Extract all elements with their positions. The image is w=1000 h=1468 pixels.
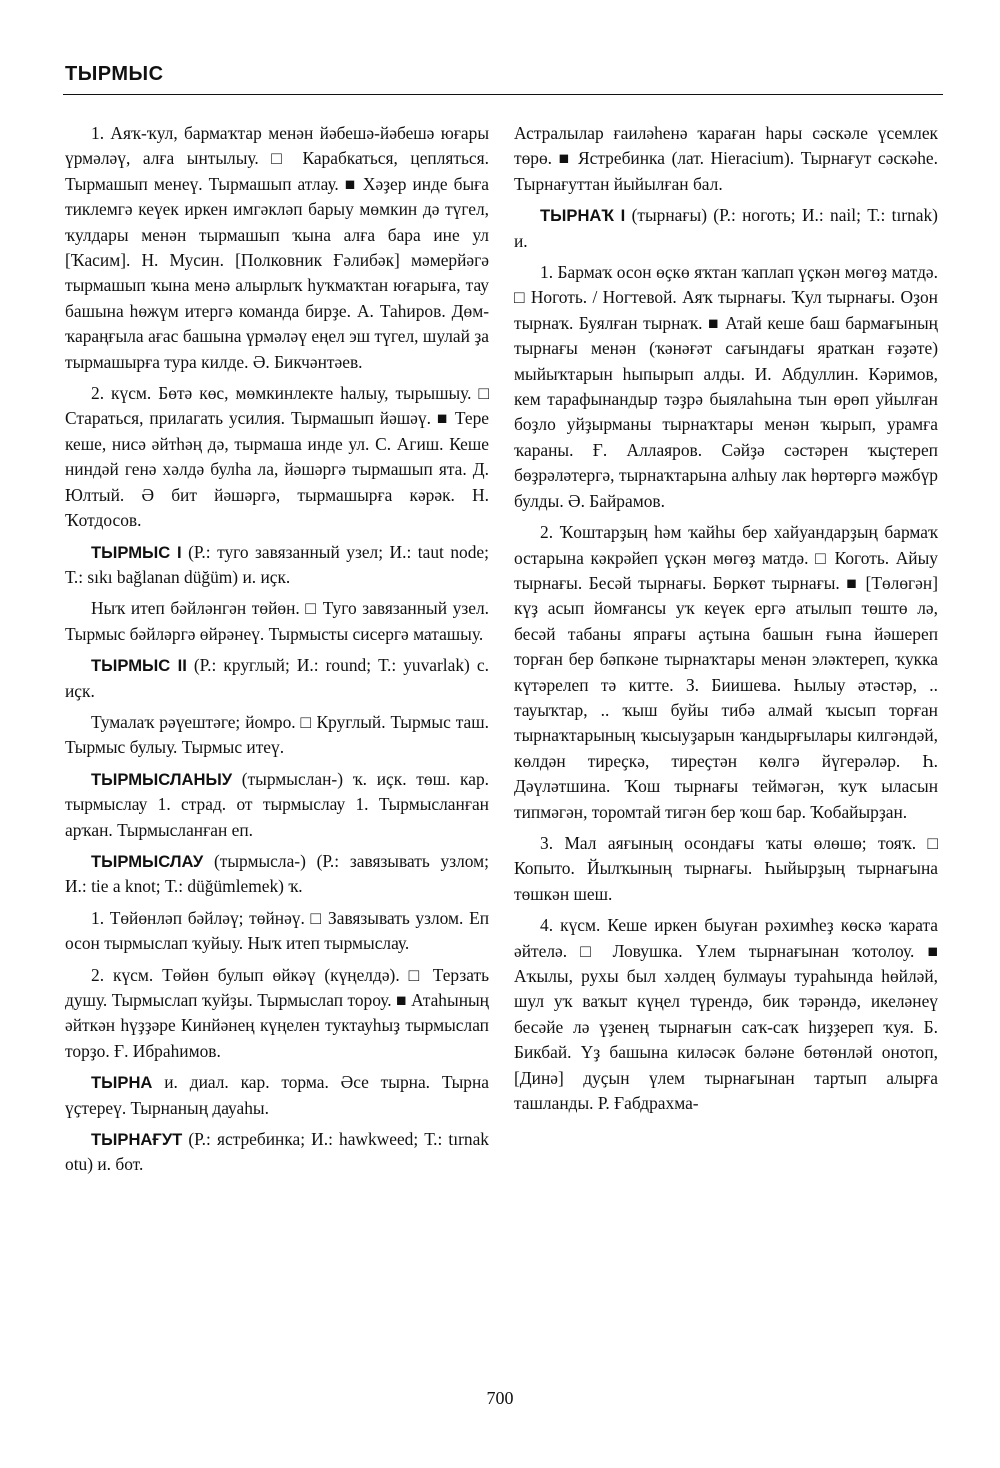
entry-text: (тырмыслан-) ҡ. иҫк. төш. кар. тырмыслау 1. страд. от тырмыслау 1. Тырмысланған арҡан. Тырмысланған еп. [65, 768, 489, 840]
entry-sense [514, 121, 938, 197]
running-head: ТЫРМЫС [65, 63, 164, 85]
entry-text: Ныҡ итеп бәйләнгән төйөн. □ Туго завязанный узел. Тырмыс бәйләргә өйрәнеү. Тырмысты сисергә маташыу. [65, 598, 489, 644]
entry-headword: ТЫРМЫС I [91, 542, 182, 562]
entry-text: 1. Аяҡ-ҡул, бармаҡтар менән йәбешә-йәбешә юғары үрмәләү, алға ынтылыу. □ Карабкаться, цепляться. Тырмашып менеү. Тырмашып атлау. ■ Хәҙер инде быға тиклемгә кеүек иркен имгәкләп барыу мөмкин дә түгел, ҡулдары менән тырмашып ҡына алға бара ине ул [Ҡасим]. Н. Мусин. [Полковник Ғәлибәк] мәмерйәгә тырмашып ҡына менә алырлыҡ һуҡмаҡтан юғарыға, тау башына һөжүм итергә команда бирҙе. А. Таһиров. Дөм-ҡараңғыла ағас башына үрмәләү еңел эш түгел, шулай ҙа тырмашырға тура килде. Ә. Бикчәнтәев. [65, 123, 489, 372]
dictionary-entry [65, 1127, 489, 1178]
left-column [65, 121, 489, 1184]
entry-text: Астралылар ғаиләһенә ҡараған һары сәскәле үсемлек төрө. ■ Ястребинка (лат. Hieracium). Тырнағут сәскәһе. Тырнағуттан йыйылған бал. [514, 123, 938, 194]
dictionary-entry [65, 767, 489, 843]
entry-text: 2. Ҡоштарҙың һәм ҡайһы бер хайуандарҙың бармаҡ остарына кәкрәйеп үҫкән мөгөҙ матдә. □ Коготь. Айыу тырнағы. Бесәй тырнағы. Бөркөт тырнағы. ■ [Төлөгән] күҙ асып йомғансы уҡ кеүек ергә атылып төштө лә, бесәй табаны япрағы аҫтына башын ғына йәшереп торған бер бәпкәне тырнаҡтары менән эләктереп, ҡукка күтәрелеп тә китте. З. Биишева. Һылыу әтәстәр, .. тауыҡтар, .. ҡыш буйы тибә алмай ҡысып торған тырнаҡтарының ҡысыуҙарын ҡандырғылары килгәндәй, көлдән тиреҫкә, тиреҫтән көлгә йүгерәләр. Һ. Дәүләтшина. Ҡош тырнағы теймәгән, ҡуҡ ыласын типмәгән, торомтай тигән бер ҡош бар. Ҡобайырҙан. [514, 522, 938, 822]
entry-text: Тумалаҡ рәүештәге; йомро. □ Круглый. Тырмыс таш. Тырмыс булыу. Тырмыс итеү. [65, 711, 489, 758]
entry-text: (тырнағы) (Р.: ноготь; И.: nail; Т.: tırnak) и. [514, 205, 938, 251]
entry-text: (Р.: ястребинка; И.: hawkweed; Т.: tırnak otu) и. бот. [65, 1129, 489, 1175]
entry-text: 1. Бармаҡ осон өҫкө яҡтан ҡаплап үҫкән мөгөҙ матдә. □ Ноготь. / Ногтевой. Аяҡ тырнағы. Ҡул тырнағы. Оҙон тырнаҡ. Буялған тырнаҡ. ■ Атай кеше баш бармағының тырнағы менән (ҡәнәғәт сағындағы яраткан ғәҙәте) мыйыҡтарын һыпырып алды. И. Абдуллин. Кәримов, кем тарафынандыр тәҙрә быялаһына тын өрөп уйылған боҙло уйҙырманы тырнаҡтары менән ҡырып, урамға ҡараны. Ғ. Аллаяров. Сәйҙә сәстәрен ҡыҫтереп бөҙрәләтергә, тырнаҡтарына алһыу лак һөртөргә мәжбүр булды. Ә. Байрамов. [514, 262, 938, 511]
entry-sense [65, 710, 489, 761]
entry-sense [514, 913, 938, 1116]
entry-headword: ТЫРМЫС II [91, 656, 187, 676]
entry-sense [65, 963, 489, 1065]
entry-text: 2. күсм. Бөтә көс, мөмкинлекте һалыу, тырышыу. □ Стараться, прилагать усилия. Тырмашып йәшәү. ■ Тере кеше, нисә әйтһәң дә, тырмаша инде ул. С. Агиш. Кеше ниндәй генә хәлдә булһа ла, йәшәргә тырмашып ята. Д. Юлтый. Ә бит йәшәргә, тырмашырға кәрәк. Н. Ҡотдосов. [65, 383, 489, 531]
dictionary-entry [65, 653, 489, 704]
entry-headword: ТЫРНАҠ I [540, 206, 626, 226]
entry-sense [65, 381, 489, 533]
entry-headword: ТЫРНА [91, 1073, 153, 1093]
entry-sense [514, 520, 938, 825]
entry-text: 2. күсм. Төйөн булып өйкәү (күңелдә). □ Терзать душу. Тырмыслап ҡуйҙы. Тырмыслап тороу. ■ Атаһының әйткән һүҙҙәре Кинйәнең күңелен туктауһыҙ тырмыслап торҙо. Ғ. Ибраһимов. [65, 964, 489, 1061]
dictionary-entry [65, 540, 489, 591]
entry-sense [65, 906, 489, 957]
entry-text: (Р.: круглый; И.: round; Т.: yuvarlak) с. иҫк. [65, 655, 489, 701]
entry-headword: ТЫРНАҒУТ [91, 1130, 183, 1150]
entry-text: (Р.: туго завязанный узел; И.: taut node; Т.: sıkı bağlanan düğüm) и. иҫк. [65, 541, 489, 587]
entry-text: и. диал. кар. торма. Әсе тырна. Тырна үҫтереү. Тырнаның дауаһы. [65, 1072, 489, 1118]
entry-sense [65, 121, 489, 375]
dictionary-entry [65, 1070, 489, 1121]
page-number: 700 [486, 1388, 514, 1408]
entry-headword: ТЫРМЫСЛАНЫУ [91, 769, 233, 789]
entry-text: 4. күсм. Кеше иркен быуған рәхимһеҙ көскә ҡарата әйтелә. □ Ловушка. Үлем тырнағынан ҡотолоу. ■ Аҡылы, рухы был хәлдең булмауы тураһында һөйләй, шул уҡ ваҡыт күңел түрендә, бик тәрәндә, икеләнеү бесәйе лә үҙенең тырнағын саҡ-саҡ һиҙҙереп ҡуя. Б. Бикбай. Үҙ башына киләсәк бәләне бөтөнләй онотоп, [Динә] дуҫын үлем тырнағынан тартып алырға ташланды. Р. Ғабдрахма- [514, 915, 938, 1114]
entry-text: 1. Төйөнләп бәйләү; төйнәү. □ Завязывать узлом. Еп осон тырмыслап ҡуйыу. Ныҡ итеп тырмыслау. [65, 907, 489, 954]
dictionary-entry [65, 849, 489, 900]
dictionary-entry [514, 203, 938, 254]
entry-text: 3. Мал аяғының осондағы ҡаты өлөшө; тояҡ. □ Копыто. Йылҡының тырнағы. Һыйырҙың тырнағына төшкән шеш. [514, 832, 938, 904]
entry-text: (тырмысла-) (Р.: завязывать узлом; И.: tie a knot; Т.: düğümlemek) ҡ. [65, 850, 489, 897]
header-divider [63, 94, 943, 95]
entry-sense [514, 831, 938, 907]
entry-sense [514, 260, 938, 514]
entry-headword: ТЫРМЫСЛАУ [91, 851, 204, 871]
right-column [514, 121, 938, 1122]
entry-sense [65, 596, 489, 647]
